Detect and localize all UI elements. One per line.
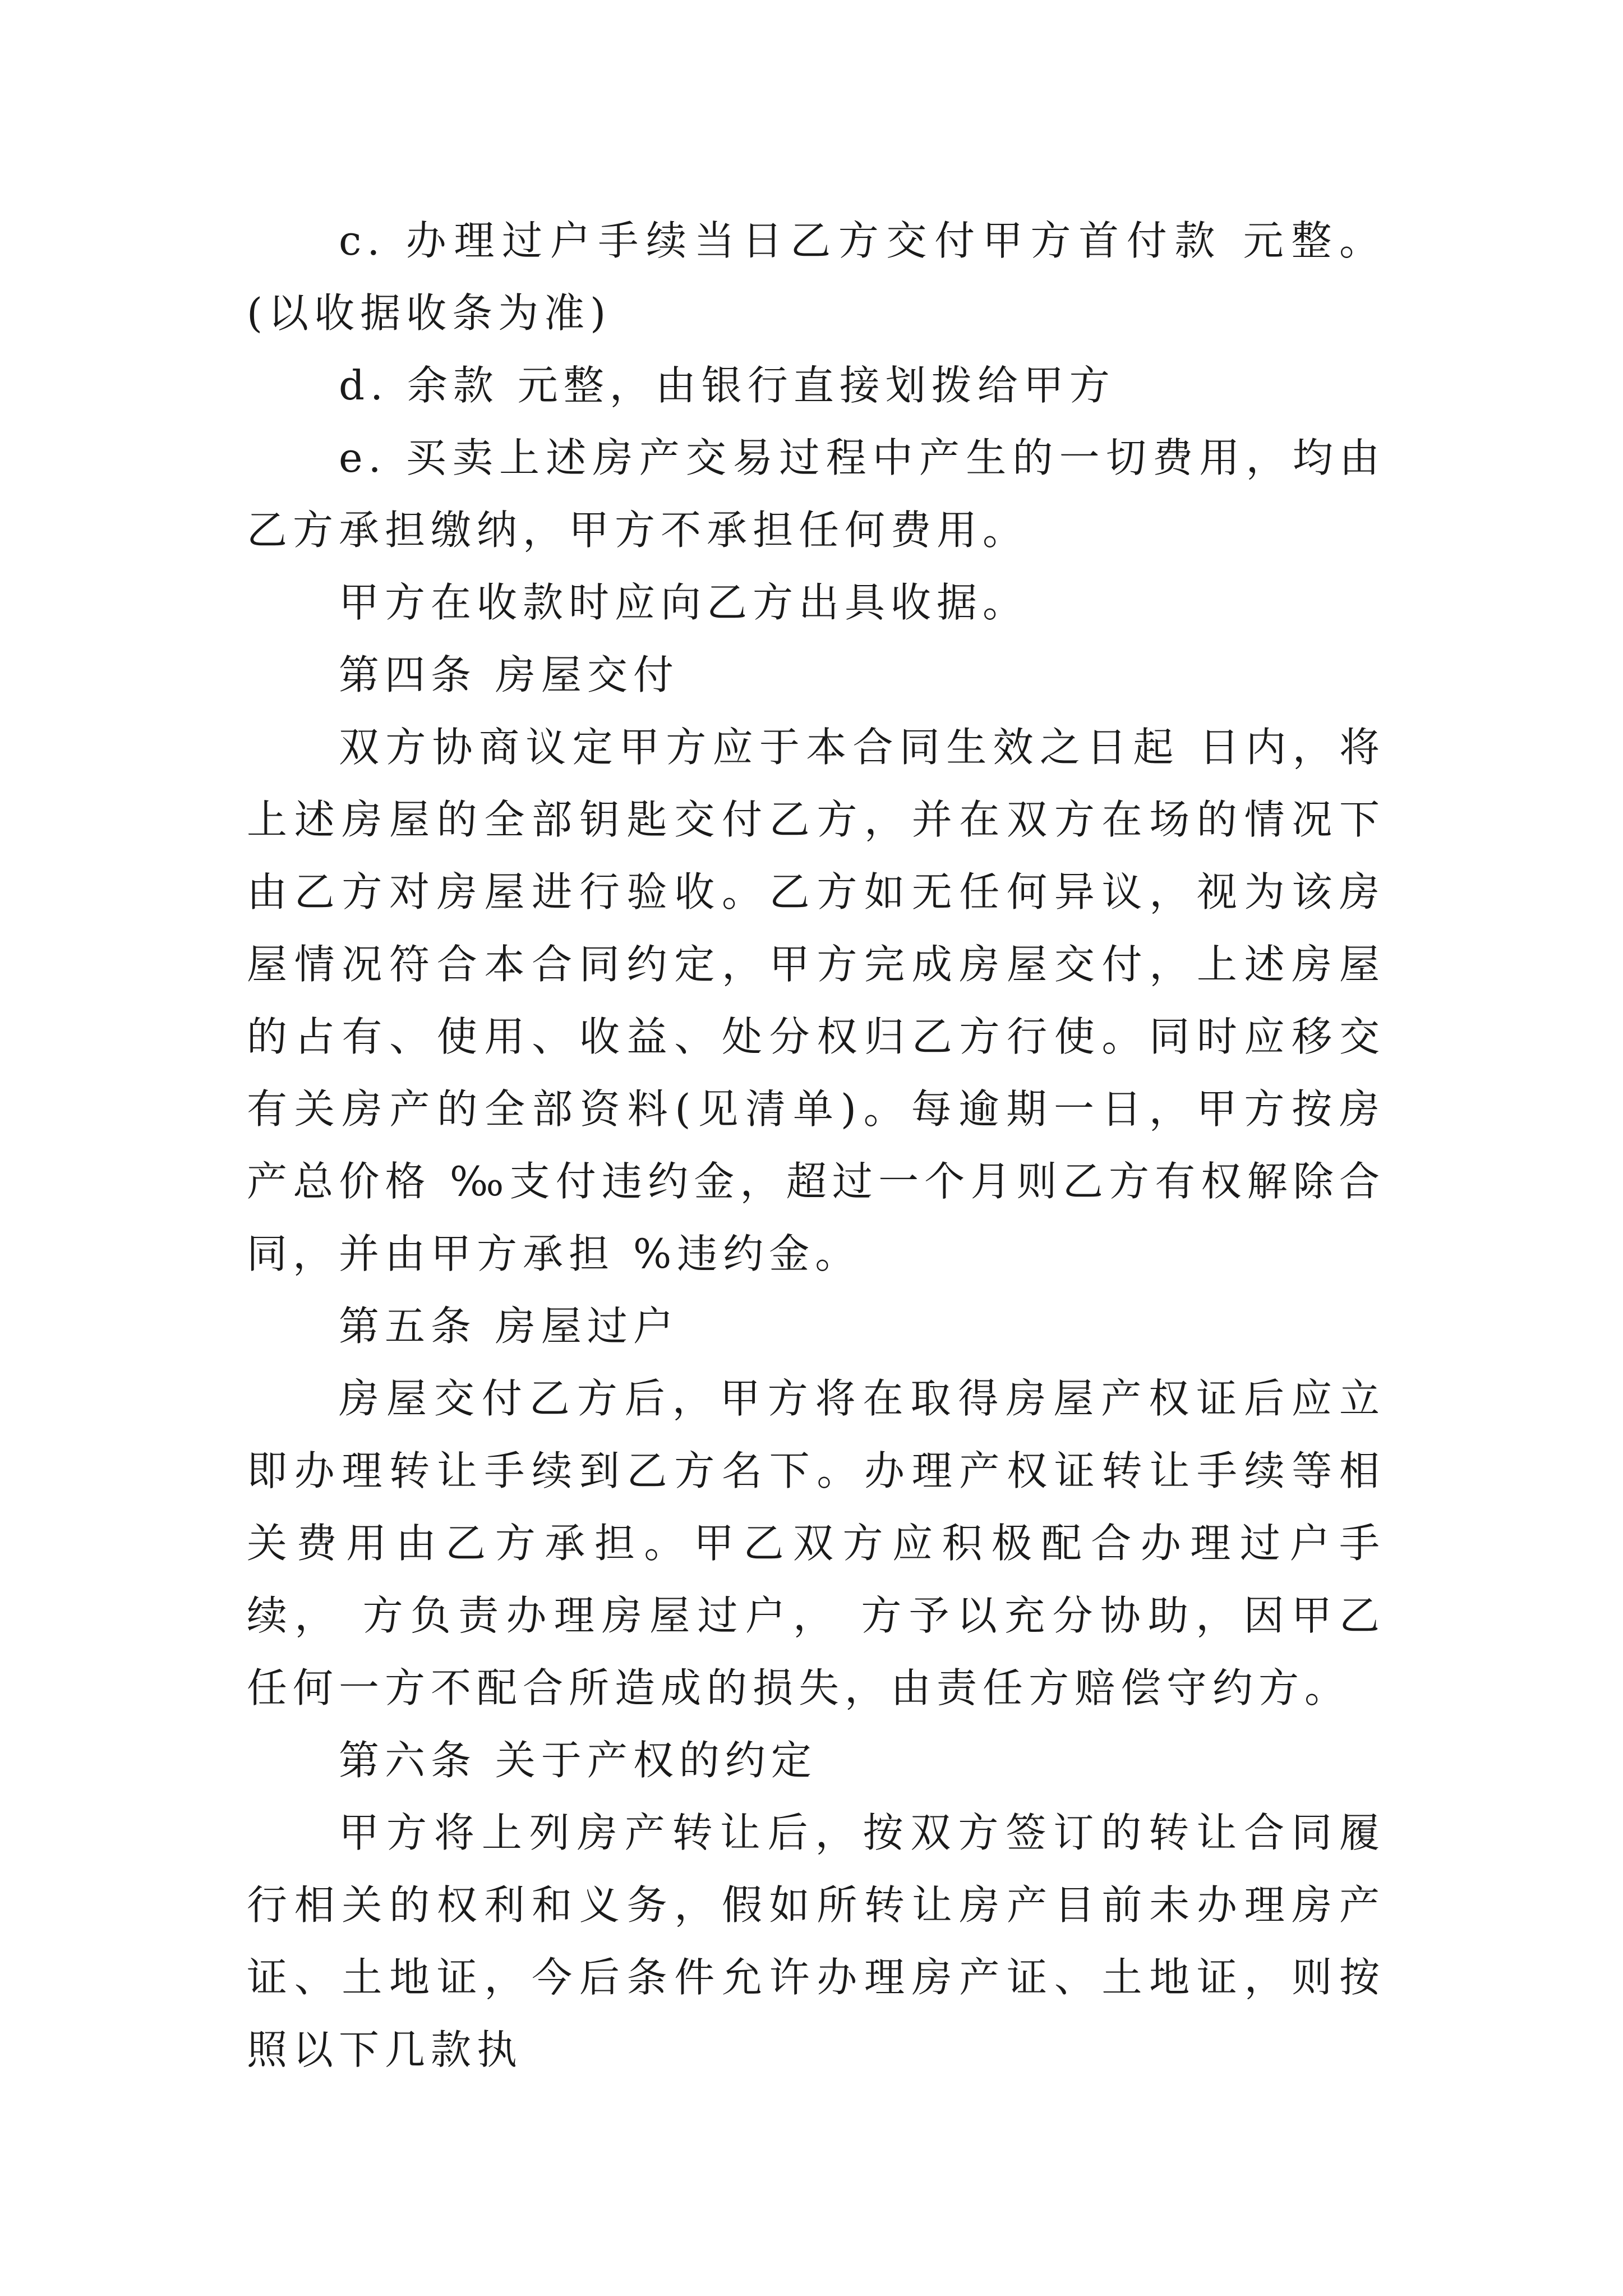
clause-d-paragraph: d. 余款 元整，由银行直接划拨给甲方 [339, 362, 1115, 409]
article-4-heading: 第四条 房屋交付 [339, 651, 679, 698]
article-5-paragraph: 房屋交付乙方后，甲方将在取得房屋产权证后应立即办理转让手续到乙方名下。办理产权证转让手续等相关费用由乙方承担。甲乙双方应积极配合办理过户手续， 方负责办理房屋过户， 方予以充分协助，因甲乙任何一方不配合所造成的损失，由责任方赔偿守约方。 [247, 1375, 1385, 1711]
clause-e-paragraph: e. 买卖上述房产交易过程中产生的一切费用，均由乙方承担缴纳，甲方不承担任何费用。 [247, 434, 1385, 554]
article-5-heading: 第五条 房屋过户 [339, 1303, 679, 1350]
receipt-paragraph: 甲方在收款时应向乙方出具收据。 [339, 579, 1029, 626]
contract-body [247, 205, 1385, 2086]
article-4-paragraph: 双方协商议定甲方应于本合同生效之日起 日内，将上述房屋的全部钥匙交付乙方，并在双方在场的情况下由乙方对房屋进行验收。乙方如无任何异议，视为该房屋情况符合本合同约定，甲方完成房屋交付，上述房屋的占有、使用、收益、处分权归乙方行使。同时应移交有关房产的全部资料(见清单)。每逾期一日，甲方按房产总价格 ‰支付违约金，超过一个月则乙方有权解除合同，并由甲方承担 %违约金。 [247, 724, 1385, 1277]
clause-c-paragraph: c. 办理过户手续当日乙方交付甲方首付款 元整。(以收据收条为准) [247, 217, 1385, 337]
article-6-paragraph: 甲方将上列房产转让后，按双方签订的转让合同履行相关的权利和义务，假如所转让房产目前未办理房产证、土地证，今后条件允许办理房产证、土地证，则按照以下几款执 [247, 1809, 1385, 2073]
article-6-heading: 第六条 关于产权的约定 [339, 1737, 817, 1784]
